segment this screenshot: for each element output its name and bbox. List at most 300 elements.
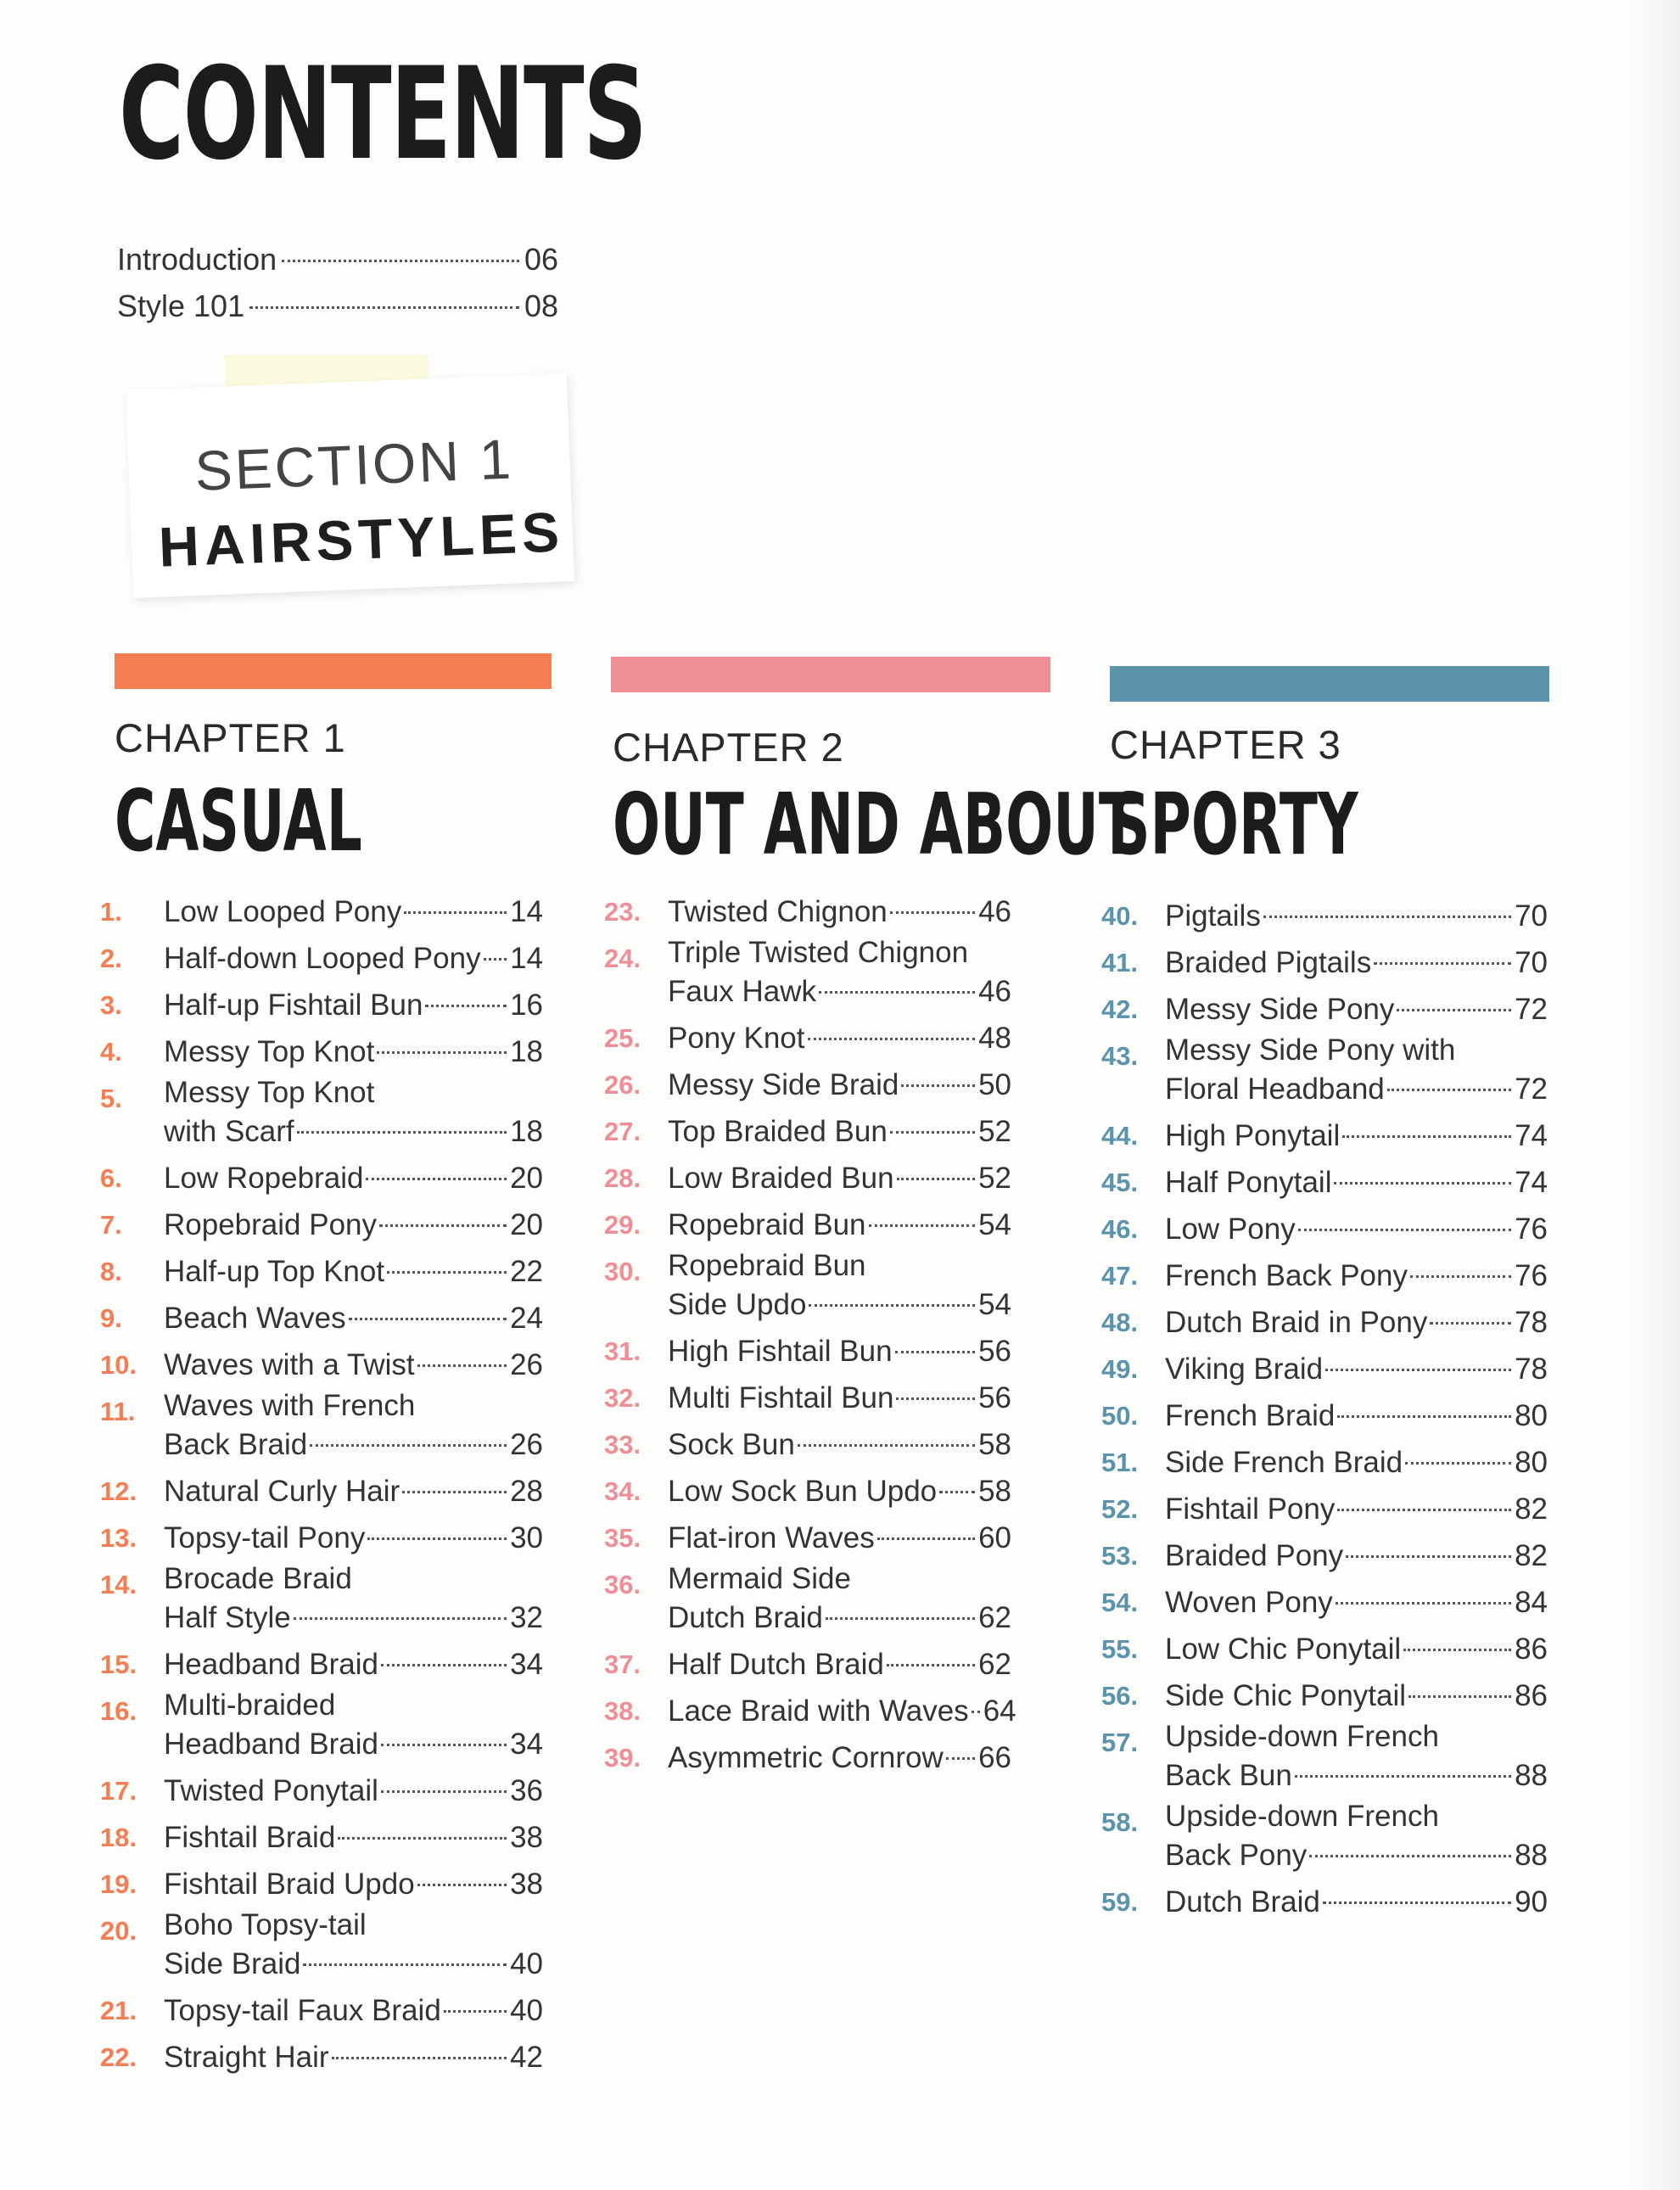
entry-title: Viking Braid bbox=[1165, 1353, 1324, 1386]
entry-page: 78 bbox=[1515, 1353, 1548, 1386]
toc-entry[interactable] bbox=[1101, 1799, 1548, 1879]
toc-entry[interactable] bbox=[100, 1561, 543, 1641]
entry-number: 51. bbox=[1101, 1448, 1139, 1477]
entry-page: 38 bbox=[510, 1821, 543, 1854]
entry-title-line: Messy Top Knot bbox=[164, 1076, 375, 1109]
entry-page: 78 bbox=[1515, 1306, 1548, 1339]
entry-title: Half-up Fishtail Bun bbox=[164, 989, 423, 1022]
entry-number: 58. bbox=[1101, 1807, 1139, 1837]
entry-page: 76 bbox=[1515, 1213, 1548, 1246]
entry-number: 30. bbox=[604, 1257, 641, 1286]
entry-number: 16. bbox=[100, 1696, 137, 1726]
entry-title: Faux Hawk bbox=[668, 975, 817, 1008]
entry-number: 4. bbox=[100, 1037, 122, 1067]
dot-leader bbox=[282, 260, 519, 262]
toc-entry[interactable] bbox=[1101, 1033, 1548, 1112]
dot-leader bbox=[1337, 1415, 1511, 1418]
dot-leader bbox=[1374, 962, 1511, 965]
toc-entry[interactable] bbox=[604, 1201, 1011, 1248]
entry-title: Ropebraid Bun bbox=[668, 1208, 866, 1241]
entry-number: 59. bbox=[1101, 1887, 1139, 1917]
chapter-color-bar bbox=[115, 653, 552, 689]
dot-leader bbox=[946, 1757, 975, 1760]
dot-leader bbox=[310, 1444, 507, 1447]
entry-title: Low Braided Bun bbox=[668, 1162, 894, 1195]
entry-page: 52 bbox=[978, 1162, 1011, 1195]
entry-title: Side French Braid bbox=[1165, 1446, 1403, 1479]
front-matter-page: 08 bbox=[524, 288, 558, 323]
toc-entry[interactable] bbox=[100, 1987, 543, 2034]
dot-leader bbox=[1298, 1229, 1511, 1231]
dot-leader bbox=[826, 1617, 975, 1620]
entry-page: 50 bbox=[978, 1068, 1011, 1101]
front-matter-label: Introduction bbox=[117, 242, 277, 277]
entry-title: Topsy-tail Faux Braid bbox=[164, 1994, 441, 2027]
dot-leader bbox=[869, 1224, 976, 1227]
entry-page: 46 bbox=[978, 975, 1011, 1008]
dot-leader bbox=[901, 1084, 975, 1087]
entry-page: 40 bbox=[510, 1994, 543, 2027]
entry-page: 48 bbox=[978, 1022, 1011, 1055]
entry-title: Low Ropebraid bbox=[164, 1162, 364, 1195]
toc-entry[interactable] bbox=[100, 888, 543, 935]
entry-title: Half Ponytail bbox=[1165, 1166, 1332, 1199]
toc-entry[interactable] bbox=[100, 1075, 543, 1155]
entry-page: 40 bbox=[510, 1947, 543, 1980]
entry-number: 41. bbox=[1101, 948, 1139, 977]
entry-number: 37. bbox=[604, 1650, 641, 1679]
toc-entry[interactable] bbox=[604, 1734, 1011, 1781]
dot-leader bbox=[1410, 1275, 1511, 1278]
entry-title: Half-down Looped Pony bbox=[164, 942, 481, 975]
dot-leader bbox=[417, 1364, 507, 1367]
entry-page: 42 bbox=[510, 2041, 543, 2074]
entry-number: 18. bbox=[100, 1823, 137, 1852]
entry-number: 29. bbox=[604, 1210, 641, 1240]
entry-number: 28. bbox=[604, 1163, 641, 1193]
entry-page: 46 bbox=[978, 895, 1011, 928]
entry-title: Low Chic Ponytail bbox=[1165, 1633, 1402, 1666]
entry-number: 43. bbox=[1101, 1041, 1139, 1071]
dot-leader bbox=[1346, 1555, 1511, 1558]
entry-number: 24. bbox=[604, 944, 641, 973]
dot-leader bbox=[484, 958, 507, 961]
chapter-title: CASUAL bbox=[115, 771, 362, 871]
entry-title-line: Ropebraid Bun bbox=[668, 1249, 866, 1282]
entry-number: 34. bbox=[604, 1476, 641, 1506]
dot-leader bbox=[249, 306, 519, 309]
entry-number: 6. bbox=[100, 1163, 122, 1193]
entry-title-line: Upside-down French bbox=[1165, 1800, 1439, 1833]
chapter-label: CHAPTER 1 bbox=[115, 715, 346, 760]
dot-leader bbox=[896, 1397, 975, 1400]
dot-leader bbox=[808, 1038, 976, 1040]
dot-leader bbox=[381, 1744, 507, 1746]
entry-number: 10. bbox=[100, 1350, 137, 1380]
entry-page: 80 bbox=[1515, 1446, 1548, 1479]
entry-page: 18 bbox=[510, 1115, 543, 1148]
entry-page: 62 bbox=[978, 1601, 1011, 1634]
entry-page: 82 bbox=[1515, 1493, 1548, 1526]
toc-entry[interactable] bbox=[100, 1155, 543, 1201]
entry-title: Messy Side Pony bbox=[1165, 993, 1395, 1026]
entry-number: 39. bbox=[604, 1743, 641, 1773]
dot-leader bbox=[895, 1351, 975, 1353]
entry-title: Waves with a Twist bbox=[164, 1348, 415, 1381]
dot-leader bbox=[297, 1131, 507, 1134]
entry-number: 33. bbox=[604, 1430, 641, 1459]
entry-title: Dutch Braid in Pony bbox=[1165, 1306, 1428, 1339]
toc-entry[interactable] bbox=[604, 935, 1011, 1015]
entry-number: 20. bbox=[100, 1916, 137, 1946]
entry-title: Lace Braid with Waves bbox=[668, 1694, 969, 1728]
entry-page: 38 bbox=[510, 1868, 543, 1901]
toc-entry[interactable] bbox=[604, 1688, 1016, 1734]
entry-number: 47. bbox=[1101, 1261, 1139, 1291]
entry-page: 72 bbox=[1515, 1073, 1548, 1106]
entry-number: 44. bbox=[1101, 1121, 1139, 1151]
entry-page: 82 bbox=[1515, 1539, 1548, 1572]
entry-page: 62 bbox=[978, 1648, 1011, 1681]
toc-entry[interactable] bbox=[1101, 1392, 1548, 1439]
entry-page: 52 bbox=[978, 1115, 1011, 1148]
toc-entry[interactable] bbox=[604, 1468, 1011, 1515]
dot-leader bbox=[890, 911, 975, 914]
entry-number: 12. bbox=[100, 1476, 137, 1506]
dot-leader bbox=[1430, 1322, 1511, 1325]
toc-entry[interactable] bbox=[1101, 1532, 1548, 1579]
entry-number: 52. bbox=[1101, 1494, 1139, 1524]
entry-number: 46. bbox=[1101, 1214, 1139, 1244]
entry-page: 80 bbox=[1515, 1399, 1548, 1432]
entry-title: High Fishtail Bun bbox=[668, 1335, 893, 1368]
entry-title: French Braid bbox=[1165, 1399, 1336, 1432]
toc-entry[interactable] bbox=[1101, 1206, 1548, 1252]
entry-title: Asymmetric Cornrow bbox=[668, 1741, 944, 1774]
entry-title: Sock Bun bbox=[668, 1428, 795, 1461]
entry-page: 34 bbox=[510, 1648, 543, 1681]
dot-leader bbox=[1337, 1509, 1511, 1511]
toc-entry[interactable] bbox=[100, 1515, 543, 1561]
entry-title: Back Braid bbox=[164, 1428, 308, 1461]
page-edge-shadow bbox=[1629, 0, 1680, 2190]
entry-page: 26 bbox=[510, 1348, 543, 1381]
toc-entry[interactable] bbox=[604, 1328, 1011, 1375]
dot-leader bbox=[877, 1537, 975, 1540]
entry-title: Natural Curly Hair bbox=[164, 1475, 400, 1508]
toc-entry[interactable] bbox=[1101, 1626, 1548, 1672]
entry-number: 38. bbox=[604, 1696, 641, 1726]
entry-number: 21. bbox=[100, 1996, 137, 2025]
entry-title: Fishtail Braid Updo bbox=[164, 1868, 415, 1901]
front-matter-item[interactable] bbox=[117, 236, 558, 283]
chapter-title: OUT AND ABOUT bbox=[613, 775, 1137, 874]
toc-entry[interactable] bbox=[604, 1421, 1011, 1468]
dot-leader bbox=[417, 1884, 507, 1886]
dot-leader bbox=[338, 1837, 507, 1840]
entry-number: 53. bbox=[1101, 1541, 1139, 1571]
dot-leader bbox=[939, 1491, 975, 1493]
entry-page: 84 bbox=[1515, 1586, 1548, 1619]
dot-leader bbox=[1342, 1135, 1511, 1138]
dot-leader bbox=[1408, 1695, 1511, 1698]
dot-leader bbox=[1405, 1462, 1511, 1465]
entry-number: 42. bbox=[1101, 994, 1139, 1024]
entry-title: Topsy-tail Pony bbox=[164, 1521, 366, 1554]
toc-entry[interactable] bbox=[100, 982, 543, 1028]
dot-leader bbox=[377, 1051, 507, 1054]
toc-entry[interactable] bbox=[604, 1248, 1011, 1328]
entry-title: Headband Braid bbox=[164, 1648, 378, 1681]
entry-number: 17. bbox=[100, 1776, 137, 1806]
toc-entry[interactable] bbox=[1101, 1252, 1548, 1299]
entry-title: Flat-iron Waves bbox=[668, 1521, 875, 1554]
front-matter-item[interactable] bbox=[117, 283, 558, 329]
toc-entry[interactable] bbox=[100, 1201, 543, 1248]
entry-title: Half-up Top Knot bbox=[164, 1255, 385, 1288]
dot-leader bbox=[1295, 1775, 1511, 1778]
toc-entry[interactable] bbox=[100, 1248, 543, 1295]
dot-leader bbox=[387, 1271, 507, 1274]
dot-leader bbox=[425, 1005, 507, 1007]
dot-leader bbox=[404, 911, 507, 914]
entry-number: 19. bbox=[100, 1869, 137, 1899]
entry-page: 20 bbox=[510, 1162, 543, 1195]
entry-title: Fishtail Braid bbox=[164, 1821, 336, 1854]
entry-title: Messy Side Braid bbox=[668, 1068, 899, 1101]
dot-leader bbox=[1334, 1182, 1511, 1185]
toc-entry[interactable] bbox=[100, 1388, 543, 1468]
toc-entry[interactable] bbox=[1101, 1672, 1548, 1719]
toc-entry[interactable] bbox=[100, 1028, 543, 1075]
entry-page: 56 bbox=[978, 1381, 1011, 1414]
entry-number: 45. bbox=[1101, 1168, 1139, 1197]
entry-title: Half Dutch Braid bbox=[668, 1648, 884, 1681]
dot-leader bbox=[1325, 1369, 1511, 1371]
entry-title: Braided Pony bbox=[1165, 1539, 1344, 1572]
entry-number: 1. bbox=[100, 897, 122, 927]
toc-entry[interactable] bbox=[1101, 1719, 1548, 1799]
chapter-color-bar bbox=[1110, 666, 1549, 702]
entry-number: 40. bbox=[1101, 901, 1139, 931]
front-matter-label: Style 101 bbox=[117, 288, 245, 323]
entry-title: Straight Hair bbox=[164, 2041, 329, 2074]
entry-number: 14. bbox=[100, 1570, 137, 1599]
entry-title-line: Waves with French bbox=[164, 1389, 416, 1422]
toc-entry[interactable] bbox=[604, 1515, 1011, 1561]
entry-title: with Scarf bbox=[164, 1115, 294, 1148]
entry-title: Pigtails bbox=[1165, 899, 1261, 933]
entry-page: 74 bbox=[1515, 1166, 1548, 1199]
entry-page: 30 bbox=[510, 1521, 543, 1554]
entry-number: 27. bbox=[604, 1117, 641, 1146]
entry-title-line: Upside-down French bbox=[1165, 1720, 1439, 1753]
entry-number: 11. bbox=[100, 1397, 136, 1426]
toc-entry[interactable] bbox=[1101, 939, 1548, 986]
entry-page: 16 bbox=[510, 989, 543, 1022]
toc-entry[interactable] bbox=[604, 1641, 1011, 1688]
dot-leader bbox=[1336, 1602, 1511, 1605]
entry-page: 22 bbox=[510, 1255, 543, 1288]
entry-title: Back Pony bbox=[1165, 1839, 1308, 1872]
entry-page: 28 bbox=[510, 1475, 543, 1508]
toc-entry[interactable] bbox=[1101, 1346, 1548, 1392]
entry-page: 32 bbox=[510, 1601, 543, 1634]
toc-entry[interactable] bbox=[100, 1688, 543, 1767]
chapter-label: CHAPTER 2 bbox=[613, 725, 844, 770]
dot-leader bbox=[402, 1491, 507, 1493]
entry-page: 72 bbox=[1515, 993, 1548, 1026]
entry-number: 26. bbox=[604, 1070, 641, 1100]
dot-leader bbox=[819, 991, 975, 994]
entry-page: 24 bbox=[510, 1302, 543, 1335]
entry-page: 70 bbox=[1515, 899, 1548, 933]
toc-entry[interactable] bbox=[1101, 893, 1548, 939]
entry-title: Multi Fishtail Bun bbox=[668, 1381, 894, 1414]
toc-entry[interactable] bbox=[1101, 1299, 1548, 1346]
dot-leader bbox=[349, 1318, 507, 1320]
entry-number: 23. bbox=[604, 897, 641, 927]
entry-number: 15. bbox=[100, 1650, 137, 1679]
entry-page: 54 bbox=[978, 1208, 1011, 1241]
dot-leader bbox=[1323, 1902, 1511, 1904]
entry-number: 32. bbox=[604, 1383, 641, 1413]
entry-title: Fishtail Pony bbox=[1165, 1493, 1336, 1526]
toc-entry[interactable] bbox=[604, 1155, 1011, 1201]
toc-entry[interactable] bbox=[1101, 1112, 1548, 1159]
toc-entry[interactable] bbox=[100, 1468, 543, 1515]
dot-leader bbox=[1403, 1649, 1511, 1651]
entry-number: 9. bbox=[100, 1303, 122, 1333]
dot-leader bbox=[366, 1178, 507, 1180]
dot-leader bbox=[381, 1664, 507, 1666]
toc-entry[interactable] bbox=[100, 1861, 543, 1907]
entry-title: Twisted Chignon bbox=[668, 895, 888, 928]
entry-page: 58 bbox=[978, 1475, 1011, 1508]
entry-page: 36 bbox=[510, 1774, 543, 1807]
dot-leader bbox=[332, 2057, 507, 2059]
chapter-entries bbox=[100, 888, 543, 2081]
entry-page: 88 bbox=[1515, 1759, 1548, 1792]
toc-entry[interactable] bbox=[604, 1015, 1011, 1061]
toc-entry[interactable] bbox=[100, 1641, 543, 1688]
toc-entry[interactable] bbox=[604, 1561, 1011, 1641]
entry-title-line: Mermaid Side bbox=[668, 1562, 851, 1595]
entry-page: 60 bbox=[978, 1521, 1011, 1554]
entry-title: Low Sock Bun Updo bbox=[668, 1475, 938, 1508]
page-title: CONTENTS bbox=[119, 41, 647, 188]
entry-page: 74 bbox=[1515, 1119, 1548, 1152]
toc-entry[interactable] bbox=[100, 1767, 543, 1814]
toc-entry[interactable] bbox=[604, 1375, 1011, 1421]
entry-number: 3. bbox=[100, 990, 122, 1020]
entry-title-line: Multi-braided bbox=[164, 1689, 336, 1722]
toc-entry[interactable] bbox=[100, 2034, 543, 2081]
toc-entry[interactable] bbox=[100, 1814, 543, 1861]
entry-number: 56. bbox=[1101, 1681, 1139, 1711]
toc-entry[interactable] bbox=[1101, 1159, 1548, 1206]
entry-number: 35. bbox=[604, 1523, 641, 1553]
entry-title: Side Updo bbox=[668, 1288, 807, 1321]
dot-leader bbox=[303, 1963, 507, 1966]
dot-leader bbox=[444, 2010, 507, 2013]
entry-title-line: Boho Topsy-tail bbox=[164, 1908, 367, 1941]
entry-page: 18 bbox=[510, 1035, 543, 1068]
dot-leader bbox=[367, 1537, 507, 1540]
dot-leader bbox=[381, 1790, 507, 1793]
toc-entry[interactable] bbox=[1101, 986, 1548, 1033]
entry-number: 25. bbox=[604, 1023, 641, 1053]
entry-number: 7. bbox=[100, 1210, 122, 1240]
entry-number: 54. bbox=[1101, 1588, 1139, 1617]
section-label: SECTION 1 bbox=[193, 427, 515, 502]
entry-number: 8. bbox=[100, 1257, 122, 1286]
entry-number: 55. bbox=[1101, 1634, 1139, 1664]
entry-title: Low Looped Pony bbox=[164, 895, 402, 928]
toc-entry[interactable] bbox=[100, 935, 543, 982]
dot-leader bbox=[1387, 1089, 1511, 1091]
entry-page: 86 bbox=[1515, 1679, 1548, 1712]
entry-number: 49. bbox=[1101, 1354, 1139, 1384]
entry-title: Pony Knot bbox=[668, 1022, 805, 1055]
toc-entry[interactable] bbox=[604, 1061, 1011, 1108]
entry-page: 88 bbox=[1515, 1839, 1548, 1872]
dot-leader bbox=[809, 1304, 975, 1307]
entry-title: High Ponytail bbox=[1165, 1119, 1341, 1152]
toc-entry[interactable] bbox=[604, 888, 1011, 935]
entry-page: 14 bbox=[510, 942, 543, 975]
chapter-color-bar bbox=[611, 657, 1050, 692]
chapter-title: SPORTY bbox=[1110, 775, 1358, 874]
entry-title: Woven Pony bbox=[1165, 1586, 1333, 1619]
entry-title: Back Bun bbox=[1165, 1759, 1292, 1792]
toc-entry[interactable] bbox=[1101, 1439, 1548, 1486]
entry-title: Beach Waves bbox=[164, 1302, 346, 1335]
entry-number: 22. bbox=[100, 2042, 137, 2072]
entry-page: 70 bbox=[1515, 946, 1548, 979]
toc-entry[interactable] bbox=[1101, 1579, 1548, 1626]
entry-title: Dutch Braid bbox=[1165, 1885, 1320, 1918]
entry-page: 58 bbox=[978, 1428, 1011, 1461]
toc-entry[interactable] bbox=[1101, 1879, 1548, 1925]
entry-title: French Back Pony bbox=[1165, 1259, 1408, 1292]
chapter-entries bbox=[604, 888, 1016, 1781]
dot-leader bbox=[1263, 916, 1511, 918]
toc-entry[interactable] bbox=[604, 1108, 1011, 1155]
entry-title: Top Braided Bun bbox=[668, 1115, 888, 1148]
dot-leader bbox=[798, 1444, 975, 1447]
section-title: HAIRSTYLES bbox=[157, 500, 566, 579]
dot-leader bbox=[1397, 1009, 1511, 1011]
chapter-entries bbox=[1101, 893, 1548, 1925]
entry-title: Messy Top Knot bbox=[164, 1035, 375, 1068]
dot-leader bbox=[294, 1617, 507, 1620]
entry-number: 57. bbox=[1101, 1728, 1139, 1757]
entry-page: 90 bbox=[1515, 1885, 1548, 1918]
entry-title: Side Chic Ponytail bbox=[1165, 1679, 1407, 1712]
front-matter-list bbox=[117, 236, 558, 329]
entry-title: Headband Braid bbox=[164, 1728, 378, 1761]
toc-entry[interactable] bbox=[100, 1341, 543, 1388]
toc-entry[interactable] bbox=[100, 1295, 543, 1341]
toc-entry[interactable] bbox=[100, 1907, 543, 1987]
dot-leader bbox=[379, 1224, 507, 1227]
entry-title: Half Style bbox=[164, 1601, 291, 1634]
toc-entry[interactable] bbox=[1101, 1486, 1548, 1532]
entry-page: 64 bbox=[983, 1694, 1016, 1728]
entry-number: 13. bbox=[100, 1523, 137, 1553]
entry-title-line: Brocade Braid bbox=[164, 1562, 352, 1595]
